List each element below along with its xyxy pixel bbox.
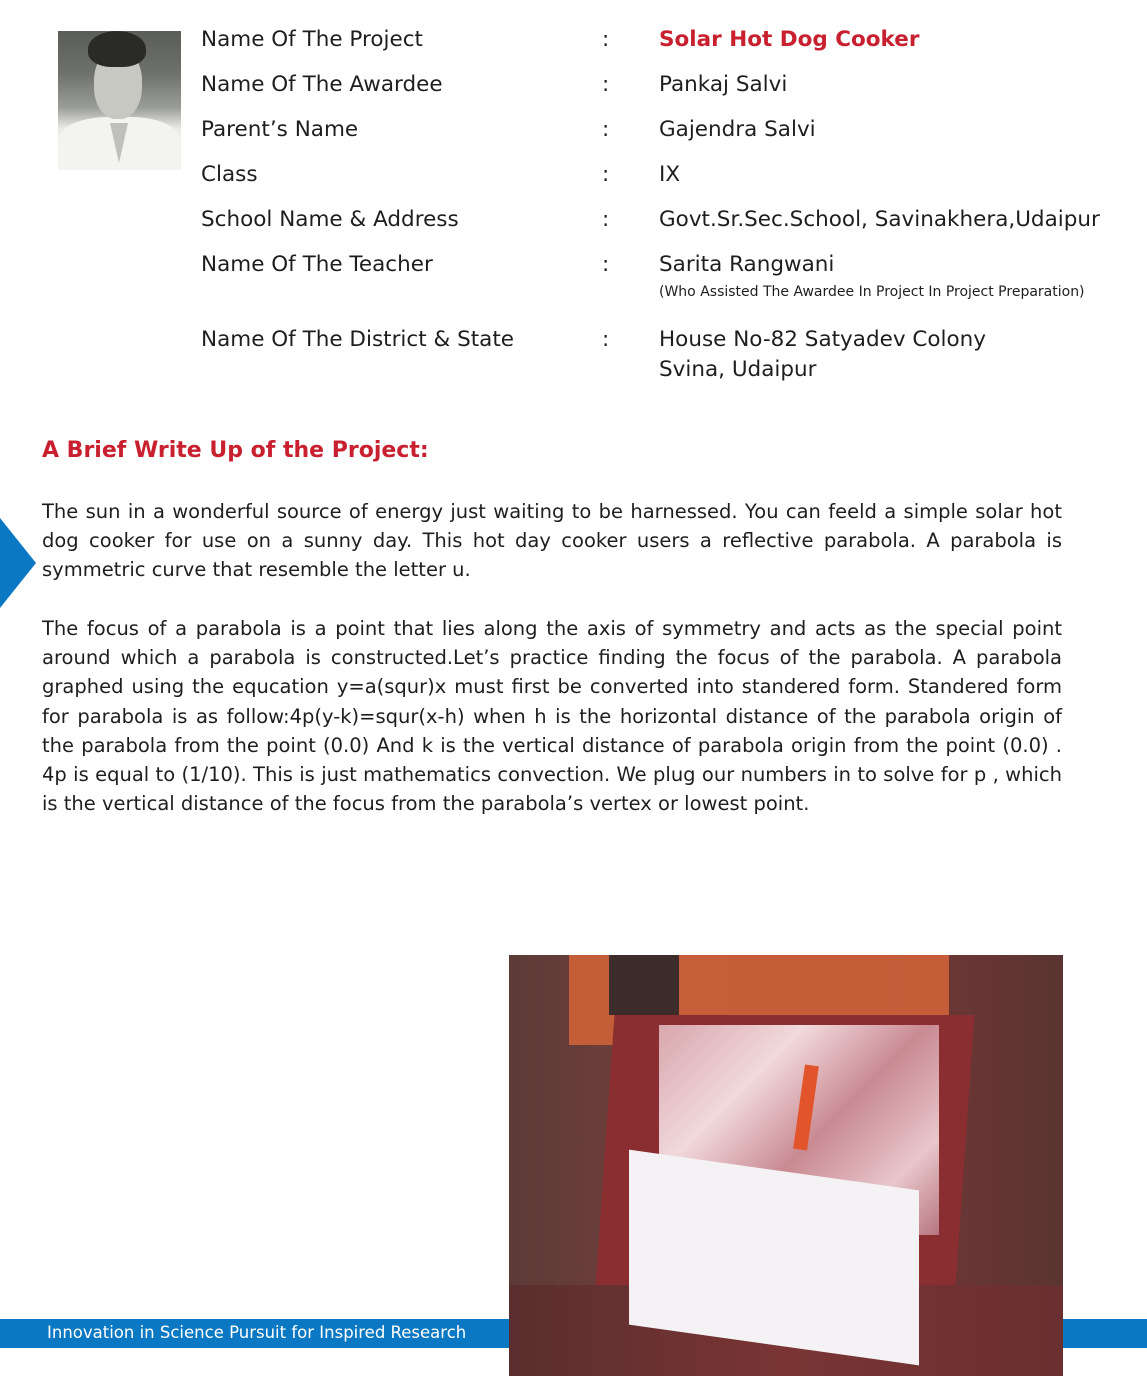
project-title: Solar Hot Dog Cooker (659, 27, 920, 52)
field-label: Class (201, 162, 258, 187)
field-label: School Name & Address (201, 207, 459, 232)
teacher-note: (Who Assisted The Awardee In Project In Project Preparation) (659, 284, 1085, 300)
field-value: Sarita Rangwani (659, 252, 835, 277)
awardee-photo (58, 31, 181, 170)
field-value: IX (659, 162, 681, 187)
field-label: Name Of The Project (201, 27, 423, 52)
field-value-line2: Svina, Udaipur (659, 357, 817, 382)
field-colon: : (602, 327, 610, 352)
field-label: Name Of The Teacher (201, 252, 433, 277)
field-value: House No-82 Satyadev Colony (659, 327, 987, 352)
field-value: Gajendra Salvi (659, 117, 816, 142)
field-value: Govt.Sr.Sec.School, Savinakhera,Udaipur (659, 207, 1100, 232)
field-colon: : (602, 207, 610, 232)
writeup-paragraph: The sun in a wonderful source of energy just waiting to be harnessed. You can feeld a simple solar hot dog cooker for use on a sunny day. This hot day cooker users a reflective parabola. A parabola is symmetric curve that resemble the letter u. (42, 500, 1062, 582)
footer-tagline: Innovation in Science Pursuit for Inspired Research (47, 1323, 467, 1342)
field-colon: : (602, 27, 610, 52)
photo-background-dark (609, 955, 679, 1015)
field-colon: : (602, 117, 610, 142)
field-label: Name Of The Awardee (201, 72, 443, 97)
photo-hair (88, 31, 146, 67)
field-label: Name Of The District & State (201, 327, 514, 352)
arrow-marker-icon (0, 518, 36, 608)
field-colon: : (602, 72, 610, 97)
solar-cooker-photo (509, 955, 1063, 1376)
writeup-paragraph: The focus of a parabola is a point that lies along the axis of symmetry and acts as the special point around which a parabola is constructed.Let’s practice finding the focus of the parabola. A parabola graphed using the equcation y=a(squr)x must first be converted into standered form. Standered form for parabola is as follow:4p(y-k)=squr(x-h) when h is the horizontal distance of the parabola origin of the parabola from the point (0.0) And k is the vertical distance of parabola origin from the point (0.0) . 4p is equal to (1/10). This is just mathematics convection. We plug our numbers in to solve for p , which is the vertical distance of the focus from the parabola’s vertex or lowest point. (42, 617, 1062, 816)
field-label: Parent’s Name (201, 117, 359, 142)
field-colon: : (602, 162, 610, 187)
field-colon: : (602, 252, 610, 277)
field-value: Pankaj Salvi (659, 72, 788, 97)
writeup-heading: A Brief Write Up of the Project: (42, 438, 429, 463)
